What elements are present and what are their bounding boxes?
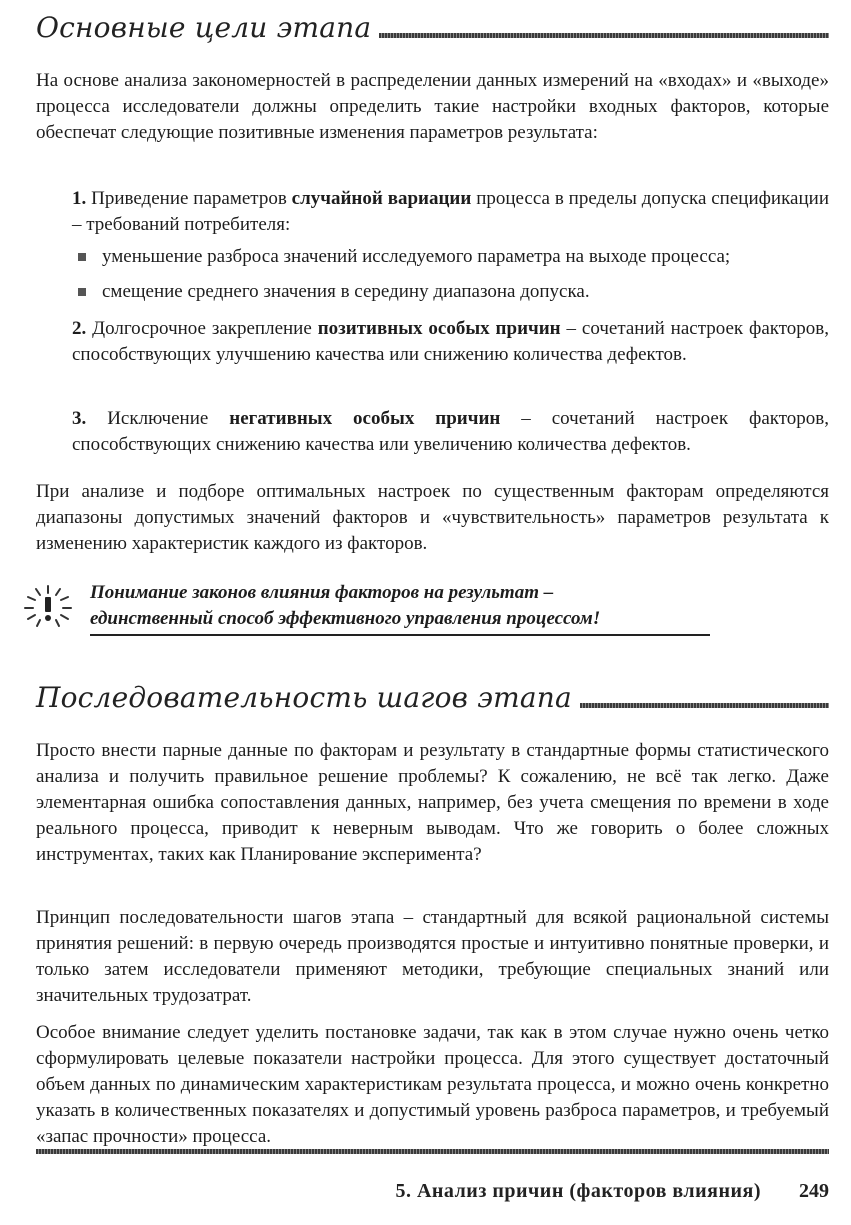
goal-text: – сочетаний настроек факторов, способствующих снижению качества или увеличению количества дефектов. <box>72 408 830 455</box>
square-bullet-icon <box>78 253 86 261</box>
goal-key-term: негативных особых причин <box>229 408 501 429</box>
page-number: 249 <box>799 1180 829 1202</box>
section-heading-goals <box>36 12 829 44</box>
goal-item-3 <box>72 406 829 458</box>
goal-number: 3. <box>72 408 87 429</box>
running-footer <box>395 1180 829 1203</box>
intro-paragraph: На основе анализа закономерностей в распределении данных измерений на «входах» и «выходе» процесса исследователи должны определить такие настройки входных факторов, которые обеспечат следующие позитивные изменения параметров результата: <box>36 70 829 143</box>
callout-line: единственный способ эффективного управления процессом! <box>90 608 601 629</box>
goal-item-2 <box>72 316 829 368</box>
goal-number: 2. <box>72 318 87 339</box>
goal-text: Долгосрочное закрепление <box>92 318 312 339</box>
goal-text: процесса в пределы допуска спецификации – требований потребителя: <box>72 188 829 235</box>
idea-burst-icon <box>22 584 74 628</box>
heading-rule <box>580 703 829 708</box>
section-title: Основные цели этапа <box>36 11 372 44</box>
list-item-text: смещение среднего значения в середину диапазона допуска. <box>102 281 590 302</box>
section-title: Последовательность шагов этапа <box>36 681 572 714</box>
analysis-paragraph: При анализе и подборе оптимальных настроек по существенным факторам определяются диапазоны допустимых значений факторов и «чувствительность» параметров результата к изменению характеристик каждого из факторов. <box>36 481 829 554</box>
callout-line: Понимание законов влияния факторов на результат – <box>90 582 554 603</box>
key-insight-callout <box>22 580 692 636</box>
list-item <box>72 244 829 270</box>
list-item-text: уменьшение разброса значений исследуемого параметра на выходе процесса; <box>102 246 731 267</box>
heading-rule <box>379 33 829 38</box>
callout-underline <box>90 634 710 636</box>
square-bullet-icon <box>78 288 86 296</box>
chapter-title: 5. Анализ причин (факторов влияния) <box>395 1180 761 1202</box>
body-paragraph: Принцип последовательности шагов этапа – стандартный для всякой рациональной системы принятия решений: в первую очередь производятся простые и интуитивно понятные проверки, и только затем исследователи применяют методики, требующие специальных знаний или значительных трудозатрат. <box>36 907 829 1006</box>
goal-text: Приведение параметров <box>91 188 287 209</box>
section-heading-sequence <box>36 682 829 714</box>
list-item <box>72 279 829 305</box>
footer-rule <box>36 1149 829 1154</box>
body-paragraph: Просто внести парные данные по факторам и результату в стандартные формы статистического анализа и получить правильное решение проблемы? К сожалению, не всё так легко. Даже элементарная ошибка сопоставления данных, например, без учета смещения по времени в ходе реального процесса, приводит к неверным выводам. Что же говорить о более сложных инструментах, таких как Планирование эксперимента? <box>36 740 829 865</box>
callout-text <box>90 580 690 632</box>
goal-text: Исключение <box>107 408 209 429</box>
body-paragraph: Особое внимание следует уделить постановке задачи, так как в этом случае нужно очень четко сформулировать целевые показатели настройки процесса. Для этого существует достаточный объем данных по динамическим характеристикам результата процесса, и можно очень конкретно указать в количественных показателях и допустимый уровень разброса параметров, и требуемый «запас прочности» процесса. <box>36 1022 829 1147</box>
goal-item-1 <box>72 186 829 238</box>
goal-key-term: случайной вариации <box>291 188 472 209</box>
goal-text: – сочетаний настроек факторов, способствующих улучшению качества или снижению количества дефектов. <box>72 318 830 365</box>
goal-number: 1. <box>72 188 87 209</box>
goal-key-term: позитивных особых причин <box>317 318 561 339</box>
